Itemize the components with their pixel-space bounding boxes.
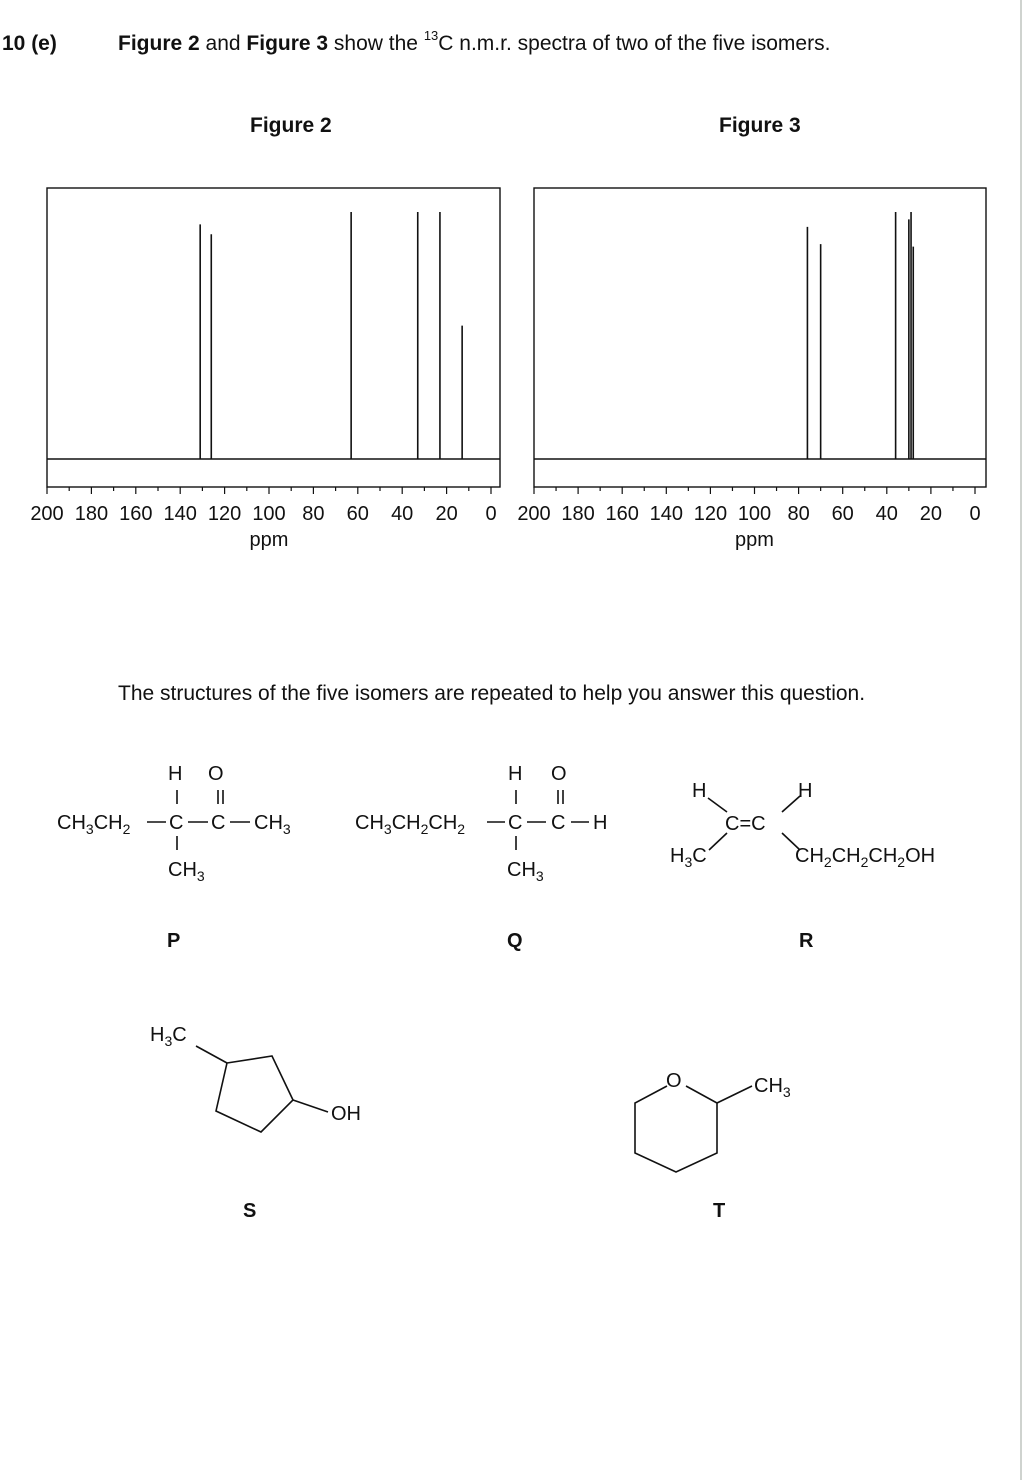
p-o: O	[208, 763, 224, 785]
r-h-left-bond	[708, 798, 727, 812]
question-number: 10 (e)	[2, 32, 57, 55]
figure3-tick-label: 200	[517, 503, 551, 525]
s-oh-bond	[293, 1100, 328, 1112]
r-h-right: H	[798, 780, 813, 802]
figure2-tick-label: 140	[163, 503, 197, 525]
figure2-title: Figure 2	[250, 114, 332, 137]
figure2-tick-label: 100	[252, 503, 286, 525]
figure2-tick-label: 0	[485, 503, 497, 525]
figure2-tick-label: 80	[302, 503, 325, 525]
intro-and: and	[199, 32, 247, 55]
figure3-tick-label: 40	[875, 503, 898, 525]
s-label: S	[243, 1200, 257, 1222]
t-ring-oxygen: O	[666, 1070, 682, 1092]
r-double-bond: C=C	[725, 813, 766, 835]
figure2-tick-label: 20	[435, 503, 458, 525]
q-label: Q	[507, 930, 523, 952]
t-label: T	[713, 1200, 726, 1222]
t-oxane-ring	[635, 1086, 717, 1172]
p-c2: C	[211, 812, 226, 834]
figure3-tick-label: 180	[561, 503, 595, 525]
figure3-title: Figure 3	[719, 114, 801, 137]
intro-show: show the	[328, 32, 424, 55]
intro-figure2: Figure 2	[118, 32, 200, 55]
figure3-axis-label: ppm	[735, 529, 774, 551]
intro-rest: C n.m.r. spectra of two of the five isomers.	[438, 32, 831, 55]
repeat-instruction: The structures of the five isomers are repeated to help you answer this question.	[118, 682, 866, 705]
q-right-h: H	[593, 812, 608, 834]
s-methyl-bond	[196, 1046, 227, 1063]
p-h: H	[168, 763, 183, 785]
figure3-tick-label: 160	[605, 503, 639, 525]
intro-superscript: 13	[423, 28, 439, 43]
figure2-tick-label: 40	[391, 503, 414, 525]
intro-figure3: Figure 3	[246, 32, 329, 55]
figure3-tick-label: 60	[831, 503, 854, 525]
figure3-tick-label: 80	[787, 503, 810, 525]
q-c2: C	[551, 812, 566, 834]
figure3-tick-label: 0	[969, 503, 981, 525]
q-bottom-group: $CH_3$	[507, 859, 544, 884]
figure3-tick-label: 120	[693, 503, 728, 525]
p-label: P	[167, 930, 181, 952]
figure2-tick-label: 60	[346, 503, 369, 525]
p-c1: C	[169, 812, 184, 834]
q-h: H	[508, 763, 523, 785]
q-c1: C	[508, 812, 523, 834]
figure2-tick-label: 120	[207, 503, 242, 525]
p-right-group: $CH_3$	[254, 812, 291, 837]
figure2-axis-label: ppm	[249, 529, 289, 551]
s-methyl: $H_3C$	[150, 1024, 187, 1049]
figure3-tick-label: 100	[737, 503, 772, 525]
q-o: O	[551, 763, 567, 785]
r-methyl-bond	[709, 833, 727, 850]
r-label: R	[799, 930, 814, 952]
q-left-group: $CH_3CH_2CH_2$	[355, 812, 466, 837]
t-methyl-bond	[717, 1086, 752, 1103]
figure3-tick-label: 20	[919, 503, 943, 525]
s-hydroxyl: OH	[331, 1103, 361, 1125]
p-left-group: $CH_3CH_2$	[57, 812, 131, 837]
r-chain: $CH_2CH_2CH_2OH$	[795, 845, 936, 870]
figure2-tick-label: 160	[119, 503, 153, 525]
figure2-tick-label: 180	[74, 503, 109, 525]
figure2-tick-label: 200	[30, 503, 64, 525]
t-methyl: $CH_3$	[754, 1075, 791, 1100]
s-cyclopentane-ring	[216, 1056, 293, 1132]
p-bottom-group: $CH_3$	[168, 859, 205, 884]
r-methyl: $H_3C$	[670, 845, 707, 870]
r-h-left: H	[692, 780, 707, 802]
figure3-tick-label: 140	[649, 503, 683, 525]
